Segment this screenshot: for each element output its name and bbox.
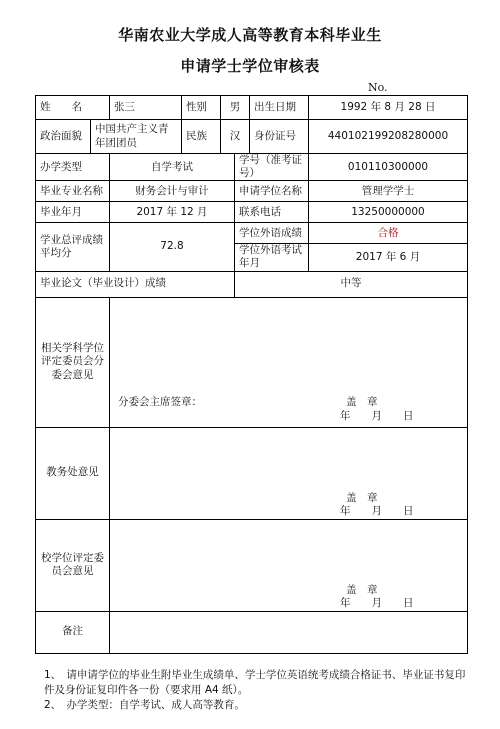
degree-value: 管理学学士 (309, 181, 468, 202)
university-committee-opinion-label: 校学位评定委员会意见 (36, 519, 110, 611)
academic-date-label: 年 月 日 (340, 504, 414, 517)
id-label: 身份证号 (250, 120, 309, 154)
row-school-type (36, 154, 468, 181)
gpa-label: 学业总评成绩平均分 (36, 223, 110, 271)
birth-value: 1992 年 8 月 28 日 (309, 96, 468, 120)
row-committee-opinion (36, 297, 468, 427)
row-gpa-1 (36, 223, 468, 244)
committee-opinion-label: 相关学科学位评定委员会分委会意见 (36, 297, 110, 427)
academic-affairs-opinion-label: 教务处意见 (36, 427, 110, 519)
language-exam-date-label: 学位外语考试年月 (235, 244, 309, 271)
row-major (36, 181, 468, 202)
academic-affairs-opinion-area[interactable] (110, 427, 468, 519)
language-exam-date-value: 2017 年 6 月 (309, 244, 468, 271)
row-name (36, 96, 468, 120)
gender-value: 男 (221, 96, 250, 120)
university-committee-opinion-area[interactable] (110, 519, 468, 611)
university-seal-label: 盖 章 (346, 583, 378, 596)
row-political (36, 120, 468, 154)
phone-label: 联系电话 (235, 202, 309, 223)
committee-date-label: 年 月 日 (340, 409, 414, 422)
academic-seal-label: 盖 章 (346, 491, 378, 504)
footnotes (44, 668, 474, 713)
row-university-opinion (36, 519, 468, 611)
form-number-label: No. (368, 81, 388, 94)
university-date-label: 年 月 日 (340, 596, 414, 609)
thesis-label: 毕业论文（毕业设计）成绩 (36, 271, 235, 297)
major-label: 毕业专业名称 (36, 181, 110, 202)
student-no-value: 010110300000 (309, 154, 468, 181)
language-grade-label: 学位外语成绩 (235, 223, 309, 244)
political-value: 中国共产主义青年团团员 (91, 120, 182, 154)
phone-value: 13250000000 (309, 202, 468, 223)
chair-sign-label: 分委会主席签章： (118, 395, 202, 408)
row-academic-opinion (36, 427, 468, 519)
remarks-label: 备注 (36, 611, 110, 653)
id-value: 440102199208280000 (309, 120, 468, 154)
graduation-value: 2017 年 12 月 (110, 202, 235, 223)
ethnic-label: 民族 (182, 120, 221, 154)
footnote-1: 1、 请申请学位的毕业生附毕业生成绩单、学士学位英语统考成绩合格证书、毕业证书复印件及身份证复印件各一份（要求用 A4 纸）。 (44, 669, 466, 696)
footnote-2: 2、 办学类型：自学考试、成人高等教育。 (44, 699, 245, 711)
committee-opinion-area[interactable] (110, 297, 468, 427)
remarks-area[interactable] (110, 611, 468, 653)
form-title-line2: 申请学士学位审核表 (180, 57, 320, 75)
name-label: 姓 名 (36, 96, 110, 120)
school-type-value: 自学考试 (110, 154, 235, 181)
row-remarks (36, 611, 468, 653)
language-grade-value: 合格 (309, 223, 468, 244)
name-value: 张三 (110, 96, 182, 120)
ethnic-value: 汉 (221, 120, 250, 154)
thesis-value: 中等 (235, 271, 468, 297)
degree-label: 申请学位名称 (235, 181, 309, 202)
gpa-value: 72.8 (110, 223, 235, 271)
application-form-table (35, 95, 468, 654)
row-thesis (36, 271, 468, 297)
major-value: 财务会计与审计 (110, 181, 235, 202)
committee-seal-label: 盖 章 (346, 395, 378, 408)
gender-label: 性别 (182, 96, 221, 120)
political-label: 政治面貌 (36, 120, 91, 154)
graduation-label: 毕业年月 (36, 202, 110, 223)
form-title-line1: 华南农业大学成人高等教育本科毕业生 (118, 26, 382, 44)
student-no-label: 学号（准考证号） (235, 154, 309, 181)
row-graduation (36, 202, 468, 223)
birth-label: 出生日期 (250, 96, 309, 120)
school-type-label: 办学类型 (36, 154, 110, 181)
